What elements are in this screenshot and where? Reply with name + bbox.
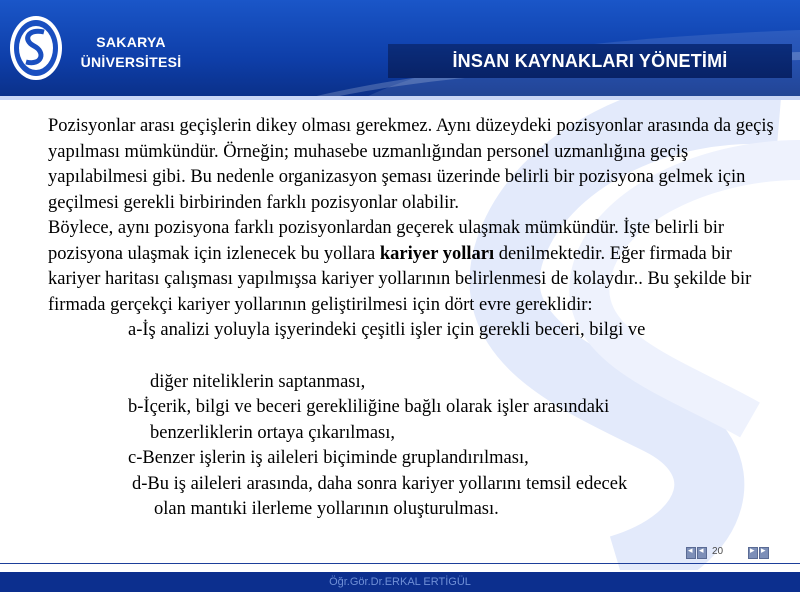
university-name-line2: ÜNİVERSİTESİ bbox=[80, 54, 182, 70]
nav-next-group bbox=[748, 546, 770, 558]
last-icon: ▸ bbox=[761, 546, 766, 556]
page-number: 20 bbox=[712, 546, 724, 557]
next-icon: ▸ bbox=[750, 546, 755, 556]
slide-header bbox=[0, 0, 800, 100]
list-item-a-continuation: diğer niteliklerin saptanması, bbox=[150, 371, 366, 392]
paragraph-2 bbox=[48, 216, 788, 318]
list-item-d: d-Bu iş aileleri arasında, daha sonra kariyer yollarını temsil edecek bbox=[132, 473, 628, 494]
list-item-b: b-İçerik, bilgi ve beceri gerekliliğine bağlı olarak işler arasındaki bbox=[128, 397, 610, 417]
paragraph-2-text-end: denilmektedir. Eğer firmada bir kariyer haritası çalışması yapılmışsa kariyer yollarının belirlenmesi de kolaydır.. Bu şekilde bir firmada gerçekçi kariyer yollarının geliştirilmesi için dört evre gereklidir: bbox=[48, 243, 752, 315]
paragraph-2-text-start: Böylece, aynı pozisyona farklı pozisyonlardan geçerek ulaşmak mümkündür. İşte belirli bir pozisyona ulaşmak için izlenecek bu yollara bbox=[48, 218, 725, 264]
nav-prev-group bbox=[686, 546, 710, 558]
university-name bbox=[66, 32, 196, 72]
next-slide-button[interactable] bbox=[748, 547, 758, 559]
prev-icon: ◂ bbox=[699, 546, 704, 556]
first-icon: ◂ bbox=[688, 546, 693, 556]
sakarya-university-seal-icon bbox=[8, 10, 64, 82]
footer-bar bbox=[0, 572, 800, 592]
paragraph-1: Pozisyonlar arası geçişlerin dikey olması gerekmez. Aynı düzeydeki pozisyonlar arasında da geçiş yapılması mümkündür. Örneğin; muhasebe uzmanlığından personel uzmanlığına geçiş yapılabilmesi gibi. Bu nedenle organizasyon şeması üzerinde belirli bir pozisyona gelmek için geçilmesi gerekli birbirinden farklı pozisyonlar olabilir. bbox=[48, 116, 774, 213]
prev-slide-button[interactable] bbox=[697, 547, 707, 559]
list-item-d-continuation: olan mantıki ilerleme yollarının oluşturulması. bbox=[154, 499, 499, 519]
career-paths-term: kariyer yolları bbox=[379, 243, 495, 264]
university-name-line1: SAKARYA bbox=[96, 34, 166, 50]
footer-author: Öğr.Gör.Dr.ERKAL ERTİGÜL bbox=[329, 576, 471, 588]
last-slide-button[interactable] bbox=[759, 547, 769, 559]
list-item-c: c-Benzer işlerin iş aileleri biçiminde gruplandırılması, bbox=[128, 448, 529, 468]
course-title: İNSAN KAYNAKLARI YÖNETİMİ bbox=[452, 51, 728, 71]
spacer bbox=[48, 344, 788, 370]
slide-body bbox=[48, 114, 788, 523]
course-title-bar bbox=[388, 44, 792, 78]
list-item-a: a-İş analizi yoluyla işyerindeki çeşitli işler için gerekli beceri, bilgi ve bbox=[128, 320, 646, 340]
list-item-b-continuation: benzerliklerin ortaya çıkarılması, bbox=[150, 422, 396, 443]
footer-divider bbox=[0, 563, 800, 564]
first-slide-button[interactable] bbox=[686, 547, 696, 559]
